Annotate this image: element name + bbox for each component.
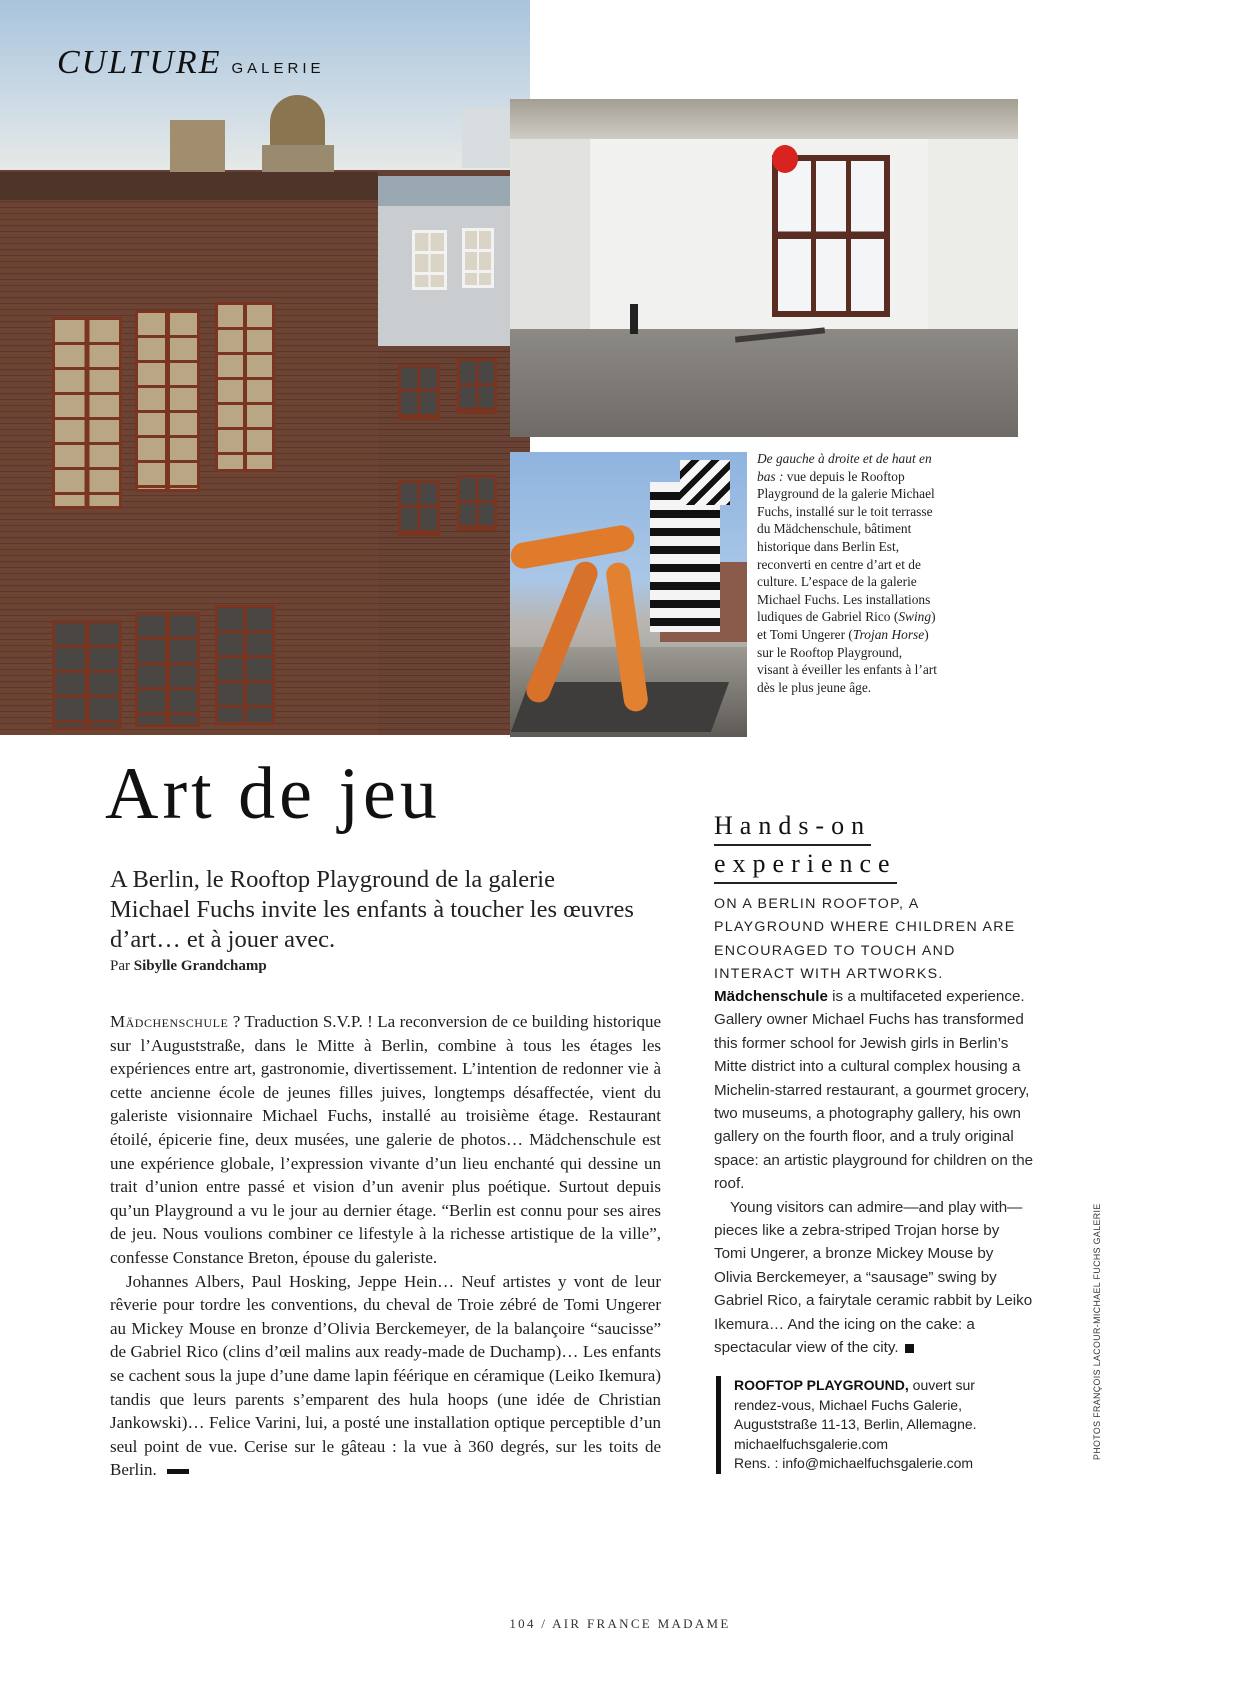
paragraph-text: Johannes Albers, Paul Hosking, Jeppe Hein… Neuf artistes y vont de leur rêverie pour tordre les conventions, du cheval de Troie zébré de Tomi Ungerer au Mickey Mouse en bronze d’Olivia Berckemeyer, de la balançoire “saucisse” de Gabriel Rico (clins d’œil malins aux ready-made de Duchamp)… Les enfants se cachent sous la jupe d’une dame lapin féérique en céramique (Leiko Ikemura) tandis que leurs parents s’emparent des hula hoops (une idée de Christian Jankowski)… Felice Varini, lui, a posté une installation optique perceptible d’un seul point de vue. Cerise sur le gâteau : la vue à 360 degrés, sur les toits de Berlin. [110,1271,661,1480]
section-main: CULTURE [57,44,222,81]
window [457,358,497,414]
en-title [714,808,897,884]
paragraph [110,1010,661,1270]
window [398,480,440,536]
paragraph [110,1270,661,1482]
en-title-line: experience [714,846,897,884]
caption-lead: De gauche à droite et de haut en bas : [757,451,932,484]
building-photo [0,0,530,735]
ceiling-beams [510,99,1018,139]
synagogue-dome [270,95,325,150]
window [457,475,497,531]
info-details: ouvert sur rendez-vous, Michael Fuchs Galerie, Auguststraße 11-13, Berlin, Allemagne. michaelfuchsgalerie.com [734,1377,977,1452]
window [215,605,275,725]
paragraph-text: is a multifaceted experience. Gallery owner Michael Fuchs has transformed this former school for Jewish girls in Berlin’s Mitte district into a cultural complex housing a Michelin-starred restaurant, a gourmet grocery, two museums, a photography gallery, his own gallery on the fourth floor, and a truly original space: an artistic playground for children on the roof. [714,988,1034,1193]
photo-caption [757,450,937,696]
publication-name: AIR FRANCE MADAME [552,1616,731,1631]
article-body-fr [110,1010,661,1482]
byline-prefix: Par [110,958,130,974]
section-tag [57,44,325,82]
info-contact: Rens. : info@michaelfuchsgalerie.com [734,1455,974,1472]
distant-building [462,108,512,168]
trojan-horse-head [680,460,730,505]
window [52,620,122,730]
caption-text: ) et Tomi Ungerer ( [757,609,936,642]
caption-work-swing: Swing [898,609,932,625]
paragraph-text: Young visitors can admire—and play with—pieces like a zebra-striped Trojan horse by Tomi Ungerer, a bronze Mickey Mouse by Olivia Berckemeyer, a “sausage” swing by Gabriel Rico, a fairytale ceramic rabbit by Leiko Ikemura… And the icing on the cake: a spectacular view of the city. [714,1198,1033,1357]
lead-in: Mädchenschule [110,1012,229,1031]
window [135,612,200,727]
concrete-floor [510,329,1018,437]
window [398,364,440,420]
byline [110,958,267,975]
small-figure [630,304,638,334]
gallery-window [772,155,890,317]
section-sub: GALERIE [231,60,325,77]
window [215,302,275,472]
en-title-line: Hands-on [714,808,871,846]
caption-work-trojan-horse: Trojan Horse [852,626,925,642]
red-balloon [772,145,798,173]
window [462,228,494,288]
annex-roof [378,176,530,206]
byline-author: Sibylle Grandchamp [133,958,267,974]
window [412,230,447,290]
headline: Art de jeu [105,753,441,835]
paragraph-text: ? Traduction S.V.P. ! La reconversion de ce building historique sur l’Auguststraße, dans le Mitte à Berlin, combine à tous les étages les expériences entre art, gastronomie, divertissement. L’intention de redonner vie à cette ancienne école de jeunes filles juives, longtemps désaffectée, vient du galeriste visionnaire Michael Fuchs, installé au troisième étage. Restaurant étoilé, épicerie fine, deux musées, une galerie de photos… Mädchenschule est une expérience globale, l’expression vivante d’un lieu enchanté qui dessine un trait d’union entre passé et vision d’un avenir plus poétique. Surtout depuis qu’un Playground a vu le jour au dernier étage. “Berlin est connu pour ses aires de jeu. Nous voulions combiner ce lifestyle à la richesse artistique de la ville”, confesse Constance Breton, épouse du galeriste. [110,1012,661,1267]
caption-text: ) sur le Rooftop Playground, visant à éveiller les enfants à l’art dès le plus jeune âge. [757,626,937,695]
end-mark-icon [905,1344,914,1353]
window [52,317,122,509]
info-name: ROOFTOP PLAYGROUND, [734,1377,909,1393]
paragraph [714,1196,1034,1360]
lead-in: Mädchenschule [714,988,828,1005]
info-box [716,1376,1006,1474]
photo-credit: PHOTOS FRANÇOIS LACOUR-MICHAEL FUCHS GALERIE [1092,1203,1102,1460]
window [135,310,200,492]
playground-photo [510,452,747,737]
article-body-en [714,985,1034,1360]
gallery-photo [510,99,1018,437]
caption-text: vue depuis le Rooftop Playground de la galerie Michael Fuchs, installé sur le toit terrasse du Mädchenschule, bâtiment historique dans Berlin Est, reconverti en centre d’art et de culture. L’espace de la galerie Michael Fuchs. Les installations ludiques de Gabriel Rico ( [757,468,935,625]
page-footer [0,1616,1240,1632]
paragraph [714,985,1034,1196]
roof-parapet [0,172,378,200]
end-mark-icon [167,1469,189,1474]
footer-separator: / [541,1616,548,1631]
standfirst: A Berlin, le Rooftop Playground de la galerie Michael Fuchs invite les enfants à toucher les œuvres d’art… et à jouer avec. [110,866,634,953]
page-number: 104 [509,1616,536,1631]
en-deck: ON A BERLIN ROOFTOP, A PLAYGROUND WHERE CHILDREN ARE ENCOURAGED TO TOUCH AND INTERACT WITH ARTWORKS. [714,896,1016,983]
